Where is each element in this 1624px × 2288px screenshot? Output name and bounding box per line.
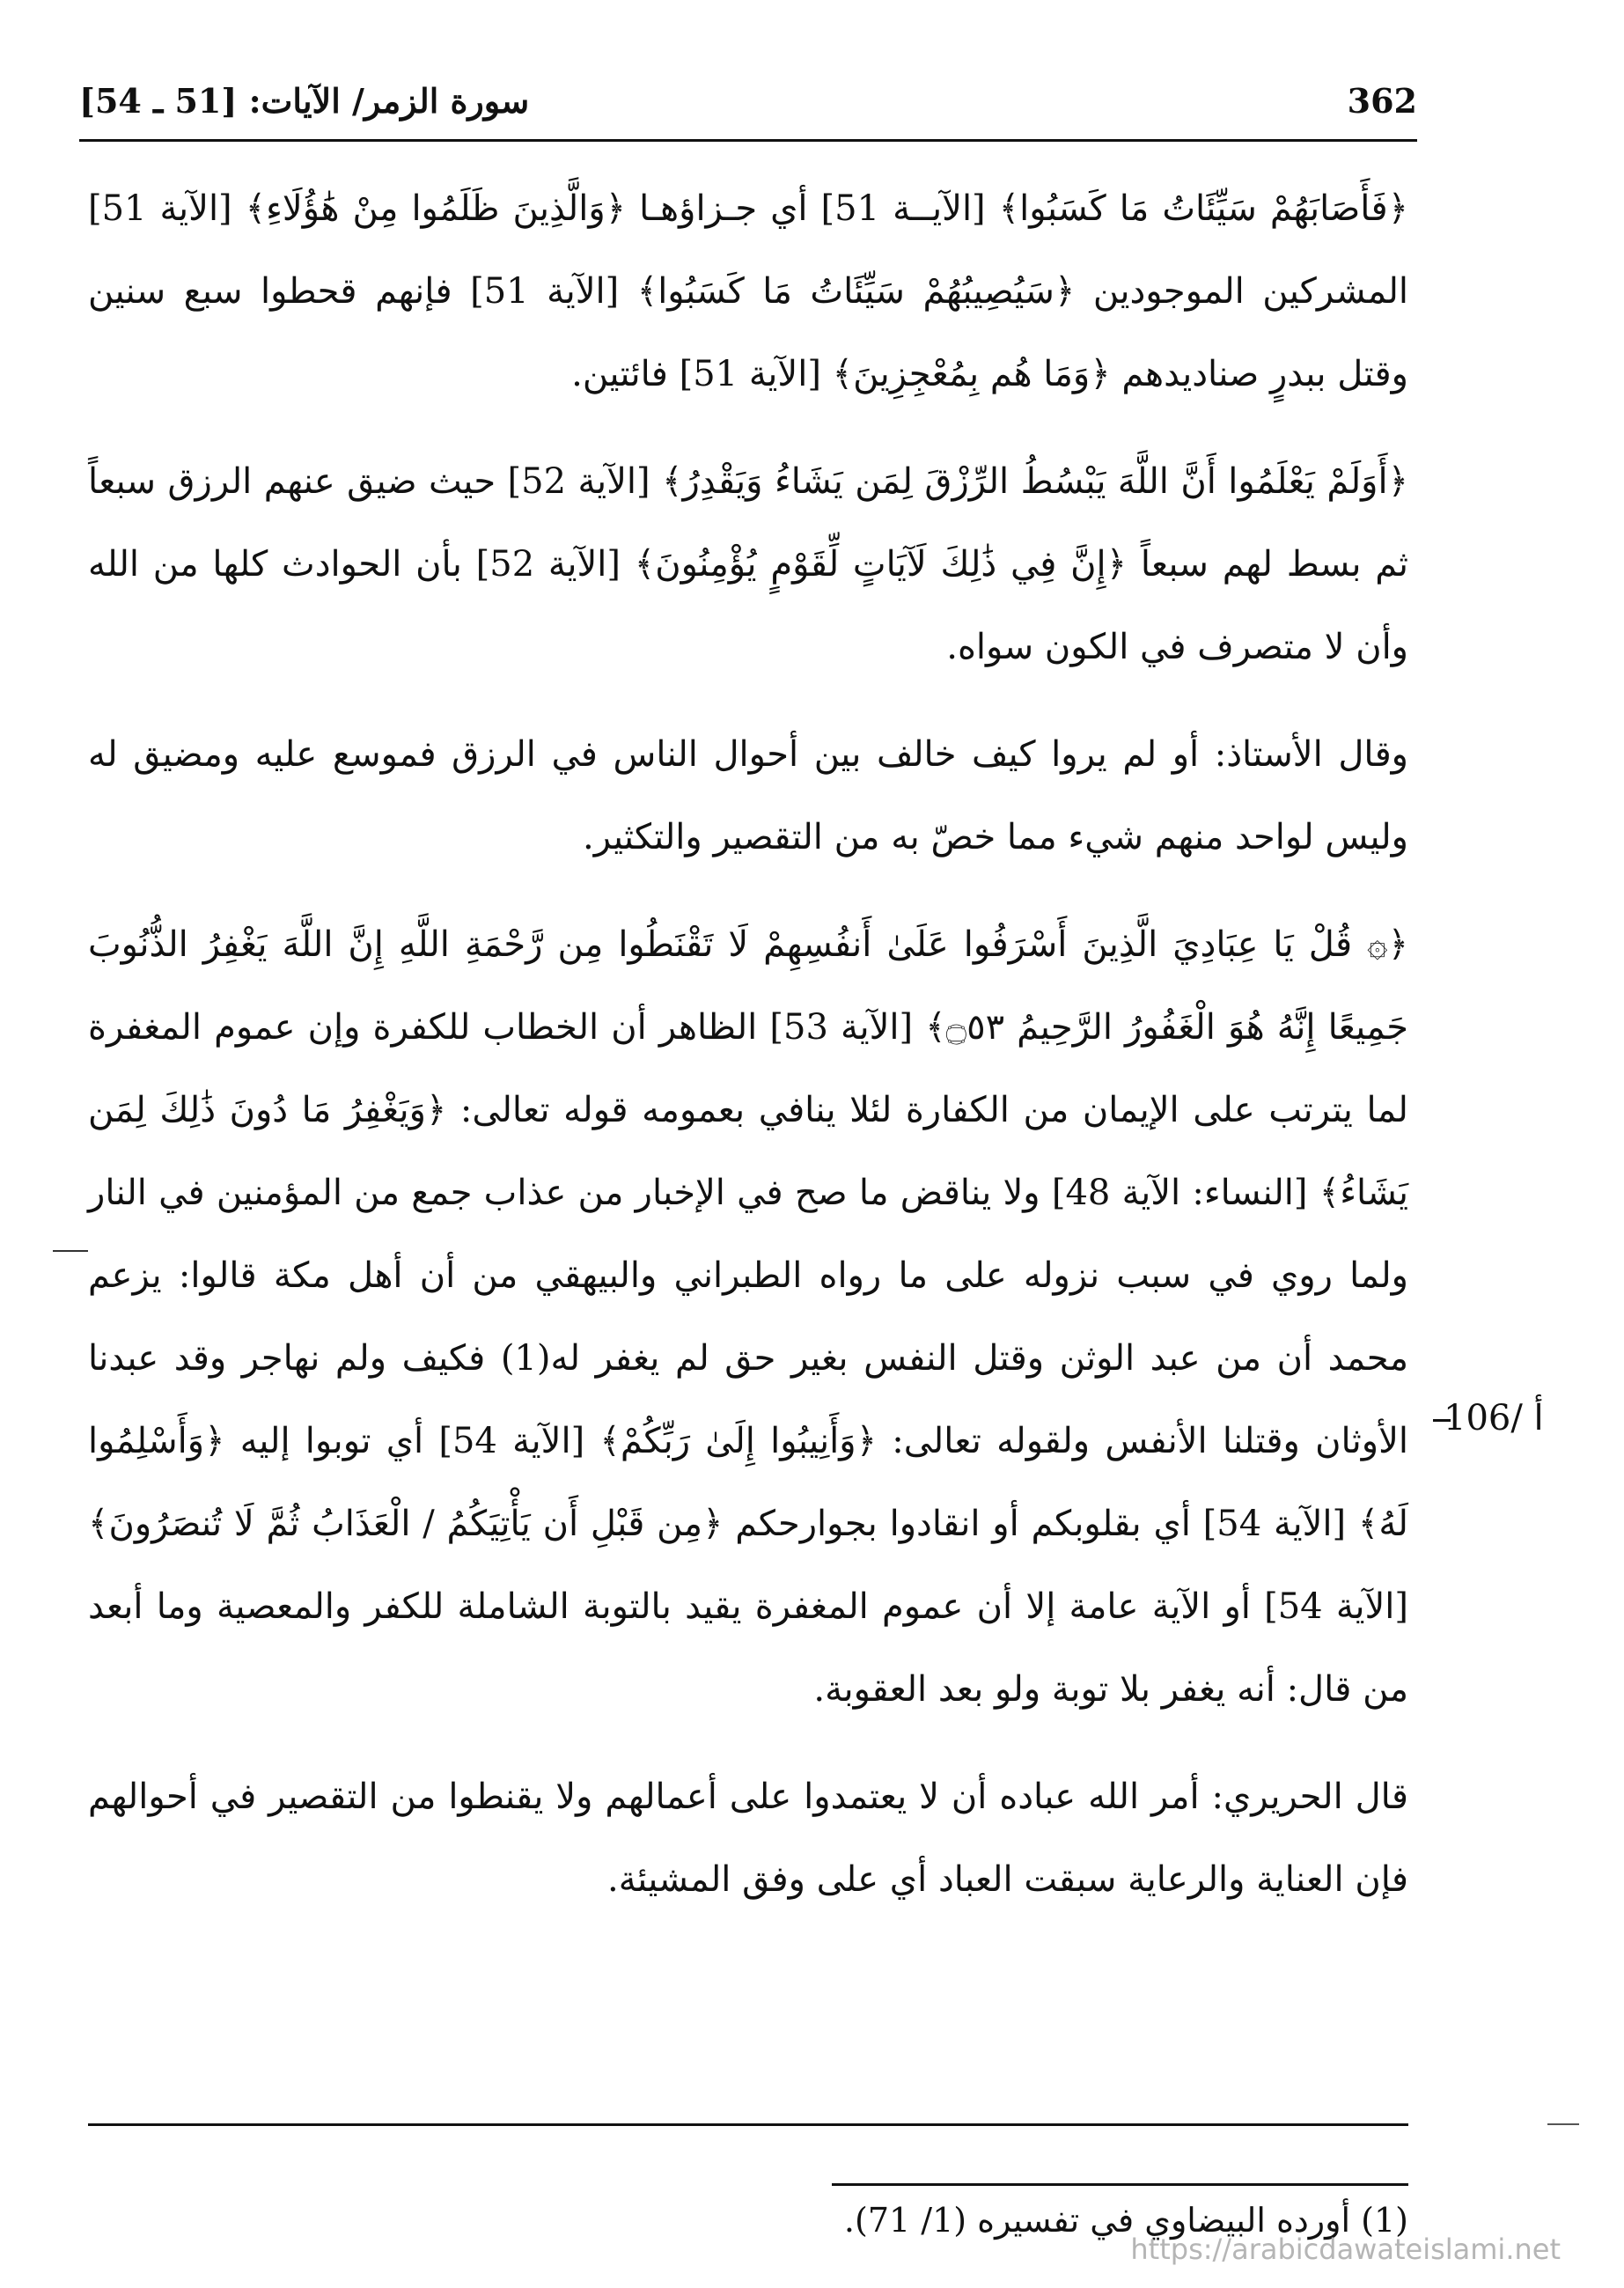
footnote-separator [832,2183,1408,2186]
main-text [88,167,1408,1921]
paragraph-1: ﴿فَأَصَابَهُمْ سَيِّئَاتُ مَا كَسَبُوا﴾ [الآيــة 51] أي جـزاؤهـا ﴿وَالَّذِينَ ظَلَمُوا مِنْ هَٰؤُلَاءِ﴾ [الآية 51] المشركين الموجودين ﴿سَيُصِيبُهُمْ سَيِّئَاتُ مَا كَسَبُوا﴾ [الآية 51] فإنهم قحطوا سبع سنين وقتل ببدرٍ صناديدهم ﴿وَمَا هُم بِمُعْجِزِينَ﴾ [الآية 51] فائتين. [88,188,1409,394]
paragraph-2: ﴿أَوَلَمْ يَعْلَمُوا أَنَّ اللَّهَ يَبْسُطُ الرِّزْقَ لِمَن يَشَاءُ وَيَقْدِرُ﴾ [الآية 52] حيث ضيق عنهم الرزق سبعاً ثم بسط لهم سبعاً ﴿إِنَّ فِي ذَٰلِكَ لَآيَاتٍ لِّقَوْمٍ يُؤْمِنُونَ﴾ [الآية 52] بأن الحوادث كلها من الله وأن لا متصرف في الكون سواه. [88,461,1409,667]
page-header [79,81,1417,134]
paragraph-4: ﴿۞ قُلْ يَا عِبَادِيَ الَّذِينَ أَسْرَفُوا عَلَىٰ أَنفُسِهِمْ لَا تَقْنَطُوا مِن رَّحْمَةِ اللَّهِ إِنَّ اللَّهَ يَغْفِرُ الذُّنُوبَ جَمِيعًا إِنَّهُ هُوَ الْغَفُورُ الرَّحِيمُ ۝٥٣﴾ [الآية 53] الظاهر أن الخطاب للكفرة وإن عموم المغفرة لما يترتب على الإيمان من الكفارة لئلا ينافي بعمومه قوله تعالى: ﴿وَيَغْفِرُ مَا دُونَ ذَٰلِكَ لِمَن يَشَاءُ﴾ [النساء: الآية 48] ولا يناقض ما صح في الإخبار من عذاب جمع من المؤمنين في النار ولما روي في سبب نزوله على ما رواه الطبراني والبيهقي من أن أهل مكة قالوا: يزعم محمد أن من عبد الوثن وقتل النفس بغير حق لم يغفر له(1) فكيف ولم نهاجر وقد عبدنا الأوثان وقتلنا الأنفس ولقوله تعالى: ﴿وَأَنِيبُوا إِلَىٰ رَبِّكُمْ﴾ [الآية 54] أي توبوا إليه ﴿وَأَسْلِمُوا لَهُ﴾ [الآية 54] أي بقلوبكم أو انقادوا بجوارحكم ﴿مِن قَبْلِ أَن يَأْتِيَكُمُ / الْعَذَابُ ثُمَّ لَا تُنصَرُونَ﴾ [الآية 54] أو الآية عامة إلا أن عموم المغفرة يقيد بالتوبة الشاملة للكفر والمعصية وما أبعد من قال: أنه يغفر بلا توبة ولو بعد العقوبة. [88,924,1409,1710]
scan-mark [53,1250,88,1252]
page-number: 362 [1347,81,1417,121]
footnote: (1) أورده البيضاوي في تفسيره (1/ 71). [843,2201,1408,2240]
watermark: https://arabicdawateislami.net [1130,2233,1561,2266]
running-title: سورة الزمر/ الآيات: [51 ـ 54] [79,81,530,121]
paragraph-5: قال الحريري: أمر الله عباده أن لا يعتمدوا على أعمالهم ولا يقنطوا من التقصير في أحوالهم فإن العناية والرعاية سبقت العباد أي على وفق المشيئة. [88,1777,1408,1900]
paragraph-3: وقال الأستاذ: أو لم يروا كيف خالف بين أحوال الناس في الرزق فموسع عليه ومضيق له وليس لواحد منهم شيء مما خصّ به من التقصير والتكثير. [88,734,1409,857]
manuscript-folio-note: 106/ أ [1444,1398,1544,1438]
footer-dash-mark [1547,2123,1579,2125]
footer-rule [88,2123,1408,2126]
header-rule [79,139,1417,142]
